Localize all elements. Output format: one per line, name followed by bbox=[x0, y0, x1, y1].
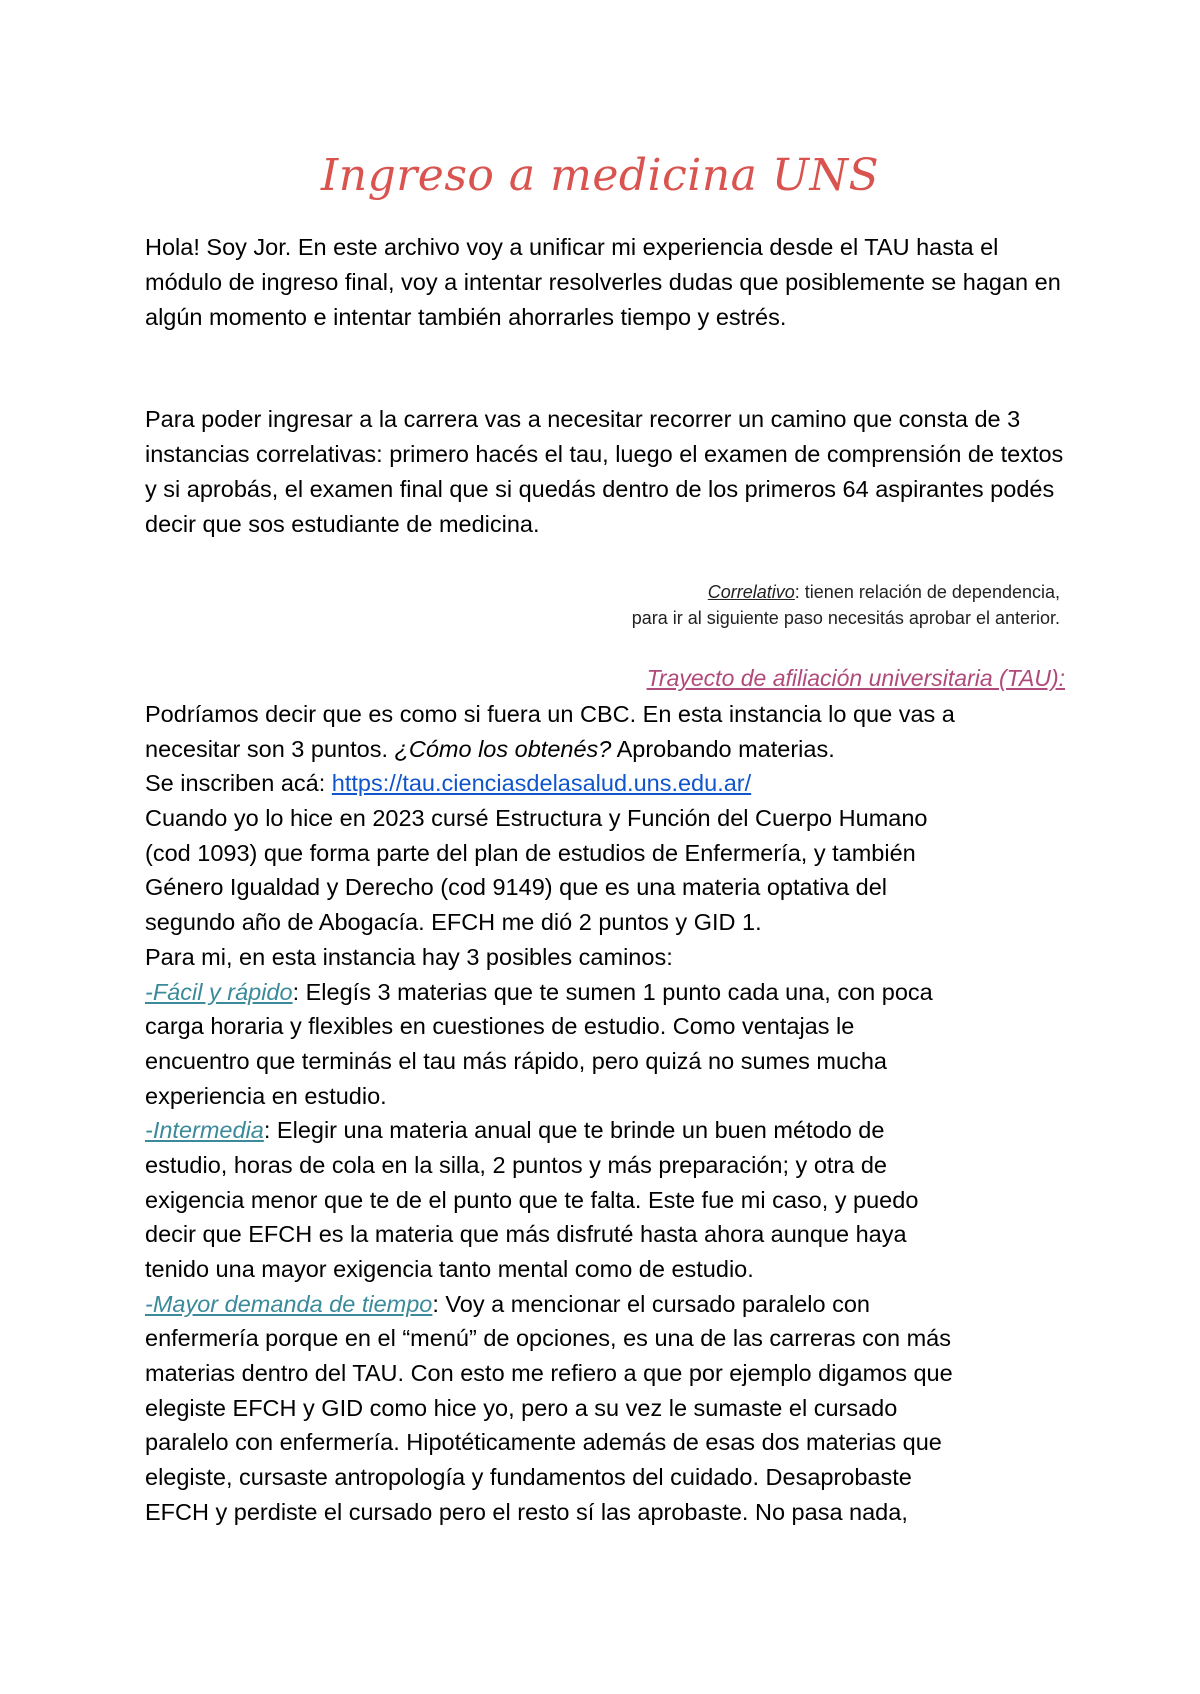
tau-line: Para mi, en esta instancia hay 3 posibles caminos: bbox=[145, 943, 673, 970]
tau-question: ¿Cómo los obtenés? bbox=[394, 735, 612, 762]
option-line: elegiste EFCH y GID como hice yo, pero a su vez le sumaste el cursado bbox=[145, 1394, 898, 1421]
option-label-mayor-demanda: -Mayor demanda de tiempo bbox=[145, 1290, 433, 1317]
path-paragraph: Para poder ingresar a la carrera vas a necesitar recorrer un camino que consta de 3 instancias correlativas: primero hacés el tau, luego el examen de comprensión de textos y si aprobás, el examen final que si quedás dentro de los primeros 64 aspirantes podés decir que sos estudiante de medicina. bbox=[145, 406, 1064, 537]
option-text: : Voy a mencionar el cursado paralelo con bbox=[432, 1290, 870, 1317]
option-line: tenido una mayor exigencia tanto mental como de estudio. bbox=[145, 1256, 754, 1282]
tau-registration-link[interactable]: https://tau.cienciasdelasalud.uns.edu.ar/ bbox=[331, 770, 752, 797]
section-heading-tau: Trayecto de afiliación universitaria (TAU): bbox=[646, 665, 1065, 691]
option-line bbox=[145, 1113, 1080, 1148]
tau-line: Género Igualdad y Derecho (cod 9149) que es una materia optativa del bbox=[145, 874, 888, 901]
tau-text: Aprobando materias. bbox=[611, 735, 835, 762]
document-title: Ingreso a medicina UNS bbox=[320, 150, 880, 201]
tau-text: Se inscriben acá: bbox=[145, 770, 332, 797]
option-line: encuentro que terminás el tau más rápido, pero quizá no sumes mucha bbox=[145, 1047, 887, 1074]
tau-line bbox=[145, 766, 1080, 801]
correlativo-term: Correlativo bbox=[707, 582, 795, 602]
tau-line bbox=[145, 732, 1080, 767]
option-line: experiencia en estudio. bbox=[145, 1082, 387, 1109]
correlativo-note-line2: para ir al siguiente paso necesitás aprobar el anterior. bbox=[631, 608, 1060, 628]
option-line: elegiste, cursaste antropología y fundamentos del cuidado. Desaprobaste bbox=[145, 1464, 912, 1491]
option-text: : Elegís 3 materias que te sumen 1 punto cada una, con poca bbox=[292, 978, 933, 1005]
option-line: carga horaria y flexibles en cuestiones de estudio. Como ventajas le bbox=[145, 1013, 855, 1040]
tau-section-body bbox=[145, 697, 1080, 1530]
tau-text: necesitar son 3 puntos. bbox=[145, 735, 395, 762]
correlativo-note-line1 bbox=[708, 580, 1060, 605]
tau-line: segundo año de Abogacía. EFCH me dió 2 puntos y GID 1. bbox=[145, 909, 762, 936]
option-line bbox=[145, 1287, 1080, 1322]
option-line: decir que EFCH es la materia que más disfruté hasta ahora aunque haya bbox=[145, 1221, 907, 1248]
option-text: : Elegir una materia anual que te brinde un buen método de bbox=[263, 1117, 885, 1144]
intro-paragraph: Hola! Soy Jor. En este archivo voy a unificar mi experiencia desde el TAU hasta el módulo de ingreso final, voy a intentar resolverles dudas que posiblemente se hagan en algún momento e intentar también ahorrarles tiempo y estrés. bbox=[145, 234, 1061, 330]
option-label-intermedia: -Intermedia bbox=[145, 1117, 264, 1144]
option-line: materias dentro del TAU. Con esto me refiero a que por ejemplo digamos que bbox=[145, 1360, 953, 1387]
option-line: EFCH y perdiste el cursado pero el resto sí las aprobaste. No pasa nada, bbox=[145, 1498, 908, 1525]
option-line: exigencia menor que te de el punto que te falta. Este fue mi caso, y puedo bbox=[145, 1186, 919, 1213]
tau-line: Podríamos decir que es como si fuera un CBC. En esta instancia lo que vas a bbox=[145, 701, 955, 727]
option-label-facil: -Fácil y rápido bbox=[145, 978, 293, 1005]
correlativo-definition: : tienen relación de dependencia, bbox=[794, 582, 1060, 602]
option-line: estudio, horas de cola en la silla, 2 puntos y más preparación; y otra de bbox=[145, 1151, 887, 1178]
option-line bbox=[145, 975, 1080, 1010]
tau-line: (cod 1093) que forma parte del plan de estudios de Enfermería, y también bbox=[145, 839, 916, 866]
option-line: paralelo con enfermería. Hipotéticamente además de esas dos materias que bbox=[145, 1429, 942, 1456]
option-line: enfermería porque en el “menú” de opciones, es una de las carreras con más bbox=[145, 1325, 951, 1352]
tau-line: Cuando yo lo hice en 2023 cursé Estructura y Función del Cuerpo Humano bbox=[145, 805, 928, 832]
